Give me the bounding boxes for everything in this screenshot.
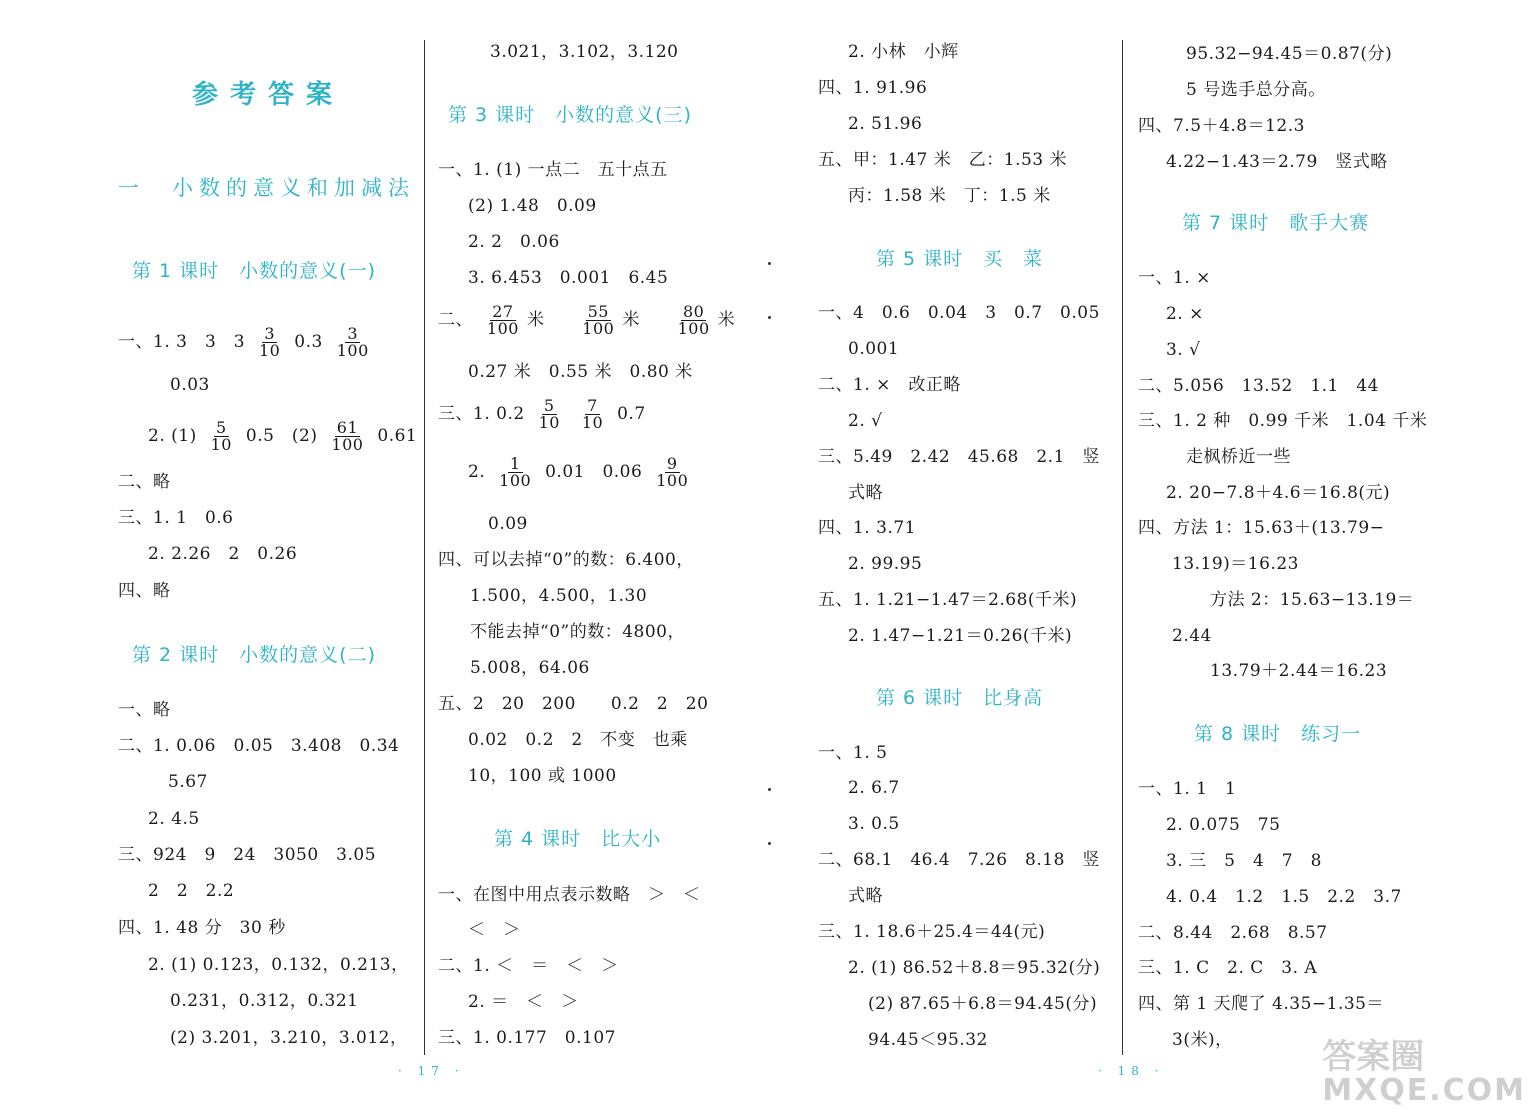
answer-line: 2. 20−7.8＋4.6＝16.8(元) bbox=[1166, 483, 1391, 503]
answer-line: 三、1. 0.177 0.107 bbox=[438, 1028, 616, 1048]
denominator: 100 bbox=[656, 471, 689, 490]
answer-text: 0.01 0.06 bbox=[545, 462, 643, 482]
answer-line: 四、略 bbox=[118, 581, 171, 601]
answer-line: 二、8.44 2.68 8.57 bbox=[1138, 923, 1328, 943]
answer-line: 2. 99.95 bbox=[848, 554, 923, 574]
watermark-text: 答案圈 bbox=[1322, 1037, 1425, 1077]
answer-line: 二、1. 0.06 0.05 3.408 0.34 bbox=[118, 736, 400, 756]
fraction bbox=[537, 398, 562, 431]
answer-text: 一、1. 3 3 3 bbox=[118, 332, 246, 352]
answer-line: 2. √ bbox=[848, 411, 883, 431]
answer-line bbox=[468, 456, 696, 489]
lesson-5-heading: 第 5 课时 买 菜 bbox=[876, 248, 1044, 270]
answer-line: 一、略 bbox=[118, 700, 171, 720]
numerator: 1 bbox=[509, 454, 521, 473]
answer-text: 0.7 bbox=[617, 404, 646, 424]
unit-text: 米 bbox=[526, 310, 545, 330]
answer-line: 三、1. 2 种 0.99 千米 1.04 千米 bbox=[1138, 411, 1428, 431]
answer-line: 走枫桥近一些 bbox=[1186, 447, 1291, 467]
lesson-6-heading: 第 6 课时 比身高 bbox=[876, 687, 1044, 709]
center-dot bbox=[768, 262, 771, 265]
numerator: 61 bbox=[336, 418, 359, 437]
answer-line: 四、1. 48 分 30 秒 bbox=[118, 918, 286, 938]
answer-line: 0.09 bbox=[488, 514, 528, 534]
answer-line: 三、1. C 2. C 3. A bbox=[1138, 958, 1318, 978]
answer-line: 2. 6.7 bbox=[848, 778, 900, 798]
lesson-4-heading: 第 4 课时 比大小 bbox=[494, 828, 662, 850]
numerator: 7 bbox=[587, 396, 598, 415]
answer-line: 一、在图中用点表示数略 ＞ ＜ bbox=[438, 885, 701, 905]
answer-line: 一、1. (1) 一点二 五十点五 bbox=[438, 160, 668, 180]
answer-line: 13.19)＝16.23 bbox=[1172, 554, 1299, 574]
answer-line: ＜ ＞ bbox=[468, 920, 521, 940]
denominator: 100 bbox=[582, 319, 615, 338]
answer-line: 五、2 20 200 0.2 2 20 bbox=[438, 694, 709, 714]
answer-line: 三、1. 1 0.6 bbox=[118, 508, 234, 528]
fraction bbox=[497, 456, 533, 489]
answer-text: 三、1. 0.2 bbox=[438, 404, 525, 424]
answer-line: 2. × bbox=[1166, 304, 1204, 324]
answer-line: 3. 6.453 0.001 6.45 bbox=[468, 268, 669, 288]
denominator: 10 bbox=[581, 413, 604, 432]
answer-line: 0.001 bbox=[848, 339, 900, 359]
denominator: 10 bbox=[538, 413, 560, 432]
answer-line: 2. (1) 0.123，0.132，0.213， bbox=[148, 955, 409, 975]
fraction bbox=[485, 304, 521, 337]
answer-line: 一、1. 5 bbox=[818, 743, 888, 763]
numerator: 3 bbox=[347, 324, 359, 343]
answer-line: 式略 bbox=[848, 483, 883, 503]
answer-line: 四、1. 91.96 bbox=[818, 78, 928, 98]
answer-line: 2 2 2.2 bbox=[148, 881, 235, 901]
answer-line: 一、4 0.6 0.04 3 0.7 0.05 bbox=[818, 303, 1100, 323]
answer-line bbox=[118, 326, 377, 359]
answer-line: 10，100 或 1000 bbox=[468, 766, 617, 786]
answer-line: 5 号选手总分高。 bbox=[1186, 80, 1326, 100]
watermark-logo bbox=[1322, 1037, 1526, 1108]
answer-line: 4.22−1.43＝2.79 竖式略 bbox=[1166, 152, 1388, 172]
answer-line bbox=[438, 398, 646, 431]
answer-line: 0.27 米 0.55 米 0.80 米 bbox=[468, 362, 693, 382]
denominator: 10 bbox=[258, 341, 281, 360]
numerator: 80 bbox=[682, 302, 705, 321]
denominator: 100 bbox=[336, 341, 369, 360]
numerator: 9 bbox=[666, 454, 678, 473]
answer-line: 2. 0.075 75 bbox=[1166, 815, 1281, 835]
lesson-1-heading: 第 1 课时 小数的意义(一) bbox=[132, 260, 376, 282]
answer-line: 95.32−94.45＝0.87(分) bbox=[1186, 44, 1393, 64]
answer-line: 二、5.056 13.52 1.1 44 bbox=[1138, 376, 1380, 396]
answer-text: 0.61 bbox=[377, 426, 418, 446]
lesson-2-heading: 第 2 课时 小数的意义(二) bbox=[132, 644, 376, 666]
answer-line: 3. 0.5 bbox=[848, 814, 900, 834]
denominator: 100 bbox=[499, 471, 532, 490]
answer-line: 方法 2：15.63−13.19＝ bbox=[1210, 590, 1415, 610]
answer-line: (2) 87.65＋6.8＝94.45(分) bbox=[868, 994, 1098, 1014]
answer-line: (2) 3.201，3.210，3.012， bbox=[170, 1028, 408, 1048]
fraction bbox=[654, 456, 690, 489]
answer-text: 2. (1) bbox=[148, 426, 197, 446]
denominator: 100 bbox=[677, 319, 710, 338]
answer-line: 丙：1.58 米 丁：1.5 米 bbox=[848, 186, 1051, 206]
answer-text: 0.5 (2) bbox=[245, 426, 318, 446]
answer-text: 二、 bbox=[438, 310, 473, 330]
answer-line: 2. 1.47−1.21＝0.26(千米) bbox=[848, 626, 1073, 646]
answer-line: 3.021，3.102，3.120 bbox=[490, 42, 679, 62]
fraction bbox=[580, 304, 616, 337]
numerator: 3 bbox=[264, 324, 275, 343]
answer-line: 2. 4.5 bbox=[148, 809, 200, 829]
answer-line bbox=[148, 420, 417, 453]
answer-text: 2. bbox=[468, 462, 486, 482]
answer-line: 二、略 bbox=[118, 472, 171, 492]
answer-line: 2. (1) 86.52＋8.8＝95.32(分) bbox=[848, 958, 1101, 978]
answer-line: 1.500，4.500，1.30 bbox=[470, 586, 648, 606]
answer-line: 3. 三 5 4 7 8 bbox=[1166, 851, 1322, 871]
fraction bbox=[257, 326, 282, 359]
answer-line: 三、924 9 24 3050 3.05 bbox=[118, 845, 377, 865]
answer-line: 0.02 0.2 2 不变 也乘 bbox=[468, 730, 688, 750]
answer-line: 四、方法 1：15.63＋(13.79− bbox=[1138, 518, 1385, 538]
answer-line: 4. 0.4 1.2 1.5 2.2 3.7 bbox=[1166, 887, 1402, 907]
answer-line: 0.231，0.312，0.321 bbox=[170, 991, 359, 1011]
center-dot bbox=[768, 316, 771, 319]
answer-line: 2. 51.96 bbox=[848, 114, 923, 134]
answer-line: 5.67 bbox=[168, 772, 208, 792]
answer-line: 0.03 bbox=[170, 375, 210, 395]
answer-line: 四、1. 3.71 bbox=[818, 518, 916, 538]
answer-line: 二、68.1 46.4 7.26 8.18 竖 bbox=[818, 850, 1100, 870]
answer-line: 2. 小林 小辉 bbox=[848, 42, 959, 62]
answer-line: 3(米)， bbox=[1172, 1030, 1233, 1050]
answer-line: 2. 2.26 2 0.26 bbox=[148, 544, 298, 564]
center-dot bbox=[768, 842, 771, 845]
numerator: 27 bbox=[492, 302, 514, 321]
answer-line: 三、5.49 2.42 45.68 2.1 竖 bbox=[818, 447, 1100, 467]
answer-line: 一、1. 1 1 bbox=[1138, 779, 1237, 799]
answer-text: 0.3 bbox=[294, 332, 323, 352]
center-dot bbox=[768, 788, 771, 791]
answer-line: 二、1. × 改正略 bbox=[818, 375, 961, 395]
answer-line: 四、可以去掉“0”的数：6.400， bbox=[438, 550, 694, 570]
answer-line: 2. ＝ ＜ ＞ bbox=[468, 992, 579, 1012]
denominator: 100 bbox=[331, 435, 364, 454]
answer-line: 5.008，64.06 bbox=[470, 658, 590, 678]
denominator: 100 bbox=[486, 319, 519, 338]
unit-text: 米 bbox=[622, 310, 640, 330]
answer-line: 五、1. 1.21−1.47＝2.68(千米) bbox=[818, 590, 1078, 610]
answer-line: 3. √ bbox=[1166, 340, 1201, 360]
fraction bbox=[329, 420, 365, 453]
answer-line: 五、甲：1.47 米 乙：1.53 米 bbox=[818, 150, 1068, 170]
answer-line: 四、第 1 天爬了 4.35−1.35＝ bbox=[1138, 994, 1384, 1014]
column-divider-right bbox=[1122, 40, 1123, 1055]
answer-line: 一、1. × bbox=[1138, 268, 1211, 288]
fraction bbox=[209, 420, 234, 453]
lesson-8-heading: 第 8 课时 练习一 bbox=[1194, 723, 1362, 745]
answer-line: 94.45＜95.32 bbox=[868, 1030, 988, 1050]
page-number-right: · 18 · bbox=[1098, 1064, 1165, 1078]
answer-line: 二、1. ＜ ＝ ＜ ＞ bbox=[438, 956, 619, 976]
fraction bbox=[580, 398, 605, 431]
numerator: 5 bbox=[215, 418, 227, 437]
column-divider-left bbox=[424, 40, 425, 1055]
answer-line: 13.79＋2.44＝16.23 bbox=[1210, 661, 1388, 681]
answer-line: 四、7.5＋4.8＝12.3 bbox=[1138, 116, 1305, 136]
answer-line: 式略 bbox=[848, 886, 883, 906]
answer-line bbox=[438, 304, 735, 337]
page-number-left: · 17 · bbox=[398, 1064, 465, 1078]
fraction bbox=[676, 304, 712, 337]
denominator: 10 bbox=[210, 435, 232, 454]
answer-line: 不能去掉“0”的数：4800， bbox=[470, 622, 685, 642]
answer-line: 2.44 bbox=[1172, 626, 1212, 646]
lesson-7-heading: 第 7 课时 歌手大赛 bbox=[1182, 212, 1370, 234]
lesson-3-heading: 第 3 课时 小数的意义(三) bbox=[448, 104, 692, 126]
answer-line: (2) 1.48 0.09 bbox=[468, 196, 597, 216]
numerator: 5 bbox=[543, 396, 555, 415]
numerator: 55 bbox=[587, 302, 609, 321]
unit-text: 米 bbox=[717, 310, 736, 330]
chapter-heading: 一 小数的意义和加减法 bbox=[118, 176, 415, 200]
answer-line: 三、1. 18.6＋25.4＝44(元) bbox=[818, 922, 1046, 942]
watermark-url: MXQE.COM bbox=[1322, 1073, 1526, 1108]
page-title: 参考答案 bbox=[192, 80, 345, 110]
fraction bbox=[335, 326, 371, 359]
answer-line: 2. 2 0.06 bbox=[468, 232, 560, 252]
